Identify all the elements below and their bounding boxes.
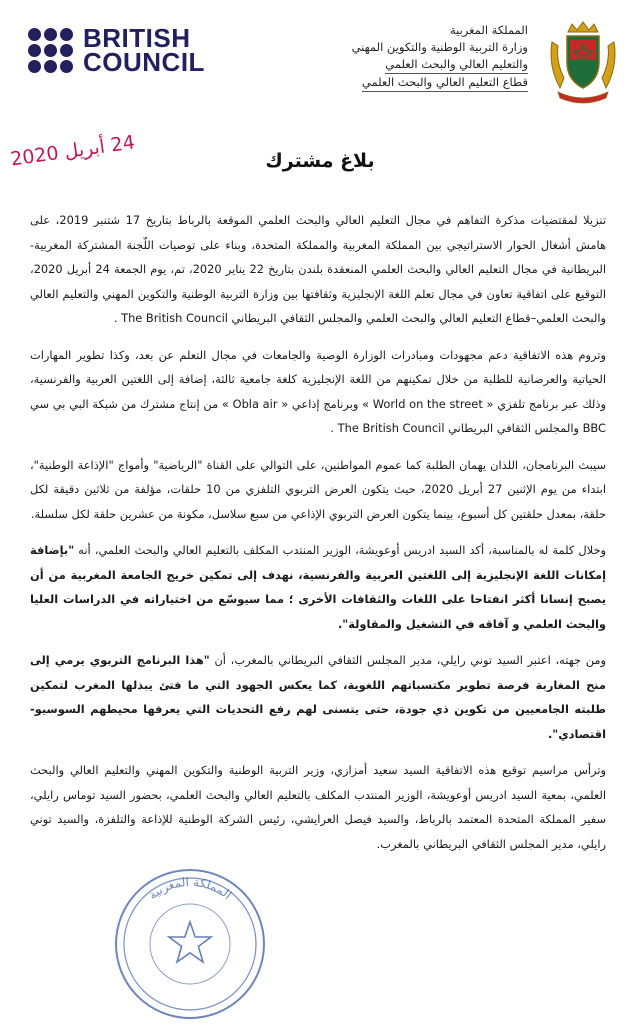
- paragraph-director-quote: [30, 648, 606, 746]
- paragraph-intro: تنزيلا لمقتضيات مذكرة التفاهم في مجال التعليم العالي والبحث العلمي الموقعة بالرباط بتاريخ 17 شتنبر 2019، على هامش أشغال الحوار الاستراتيجي بين المملكة المغربية والمملكة المتحدة، وبناء على توصيات اللّجنة المشتركة المغربية-البريطانية في مجال التعليم العالي والبحث العلمي المنعقدة بلندن بتاريخ 22 يناير 2020، تم، يوم الجمعة 24 أبريل 2020، التوقيع على اتفاقية تعاون في مجال تعلم اللغة الإنجليزية وثقافتها بين وزارة التربية الوطنية والتكوين المهني والتعليم العالي والبحث العلمي–قطاع التعليم العالي والبحث العلمي والمجلس الثقافي البريطاني The British Council .: [30, 213, 606, 325]
- official-seal-stamp: [112, 866, 268, 1022]
- british-council-logo: [28, 23, 205, 77]
- wordmark-line-1: BRITISH: [83, 23, 191, 53]
- minister-intro: وخلال كلمة له بالمناسبة، أكد السيد ادريس أوعويشة، الوزير المنتدب المكلف بالتعليم العالي والبحث العلمي، أنه: [78, 543, 607, 557]
- wordmark-line-2: COUNCIL: [83, 47, 205, 77]
- moroccan-coat-of-arms-icon: [544, 18, 622, 104]
- ministry-line-1: وزارة التربية الوطنية والتكوين المهني: [351, 40, 528, 54]
- received-date-stamp: 24 أبريل 2020: [9, 131, 137, 171]
- seal-text: المملكة المغربية: [145, 874, 235, 903]
- document-title: بلاغ مشترك: [265, 150, 375, 172]
- paragraph-broadcast: سيبث البرنامجان، اللذان يهمان الطلبة كما عموم المواطنين، على التوالي على القناة "الرياضية" وأمواج "الإذاعة الوطنية"، ابتداء من يوم الإثنين 27 أبريل 2020، حيث يتكون العرض التربوي التلفزي من 10 حلقات، مؤلفة من ثلاثين دقيقة لكل حلقة، بمعدل حلقتين كل أسبوع، بينما يتكون العرض التربوي الإذاعي من سبع سلاسل، مكونة من عشرين حلقة لكل سلسلة.: [30, 457, 606, 521]
- paragraph-objectives: وتروم هذه الاتفاقية دعم مجهودات ومبادرات الوزارة الوصية والجامعات في مجال التعلم عن بعد، وكذا تطوير المهارات الحياتية والعرضانية للطلبة من خلال تمكينهم من اللغة الإنجليزية كلغة جامعية ثالثة، إضافة إلى اللغتين العربية والفرنسية، وذلك عبر برنامج تلفزي « World on the street » وبرنامج إذاعي « Obla air » من إنتاج مشترك من شبكة البي بي سي BBC والمجلس الثقافي البريطاني The British Council .: [30, 347, 606, 435]
- ministry-kingdom: المملكة المغربية: [449, 23, 528, 37]
- ministry-header: [352, 22, 528, 92]
- british-council-dots-icon: [28, 28, 73, 73]
- ministry-line-3: قطاع التعليم العالي والبحث العلمي: [362, 74, 528, 92]
- seal-star-icon: [169, 922, 211, 962]
- director-intro: ومن جهته، اعتبر السيد توني رايلي، مدير المجلس الثقافي البريطاني بالمغرب، أن: [214, 653, 606, 667]
- document-body: [30, 208, 606, 868]
- british-council-wordmark: [83, 23, 205, 77]
- paragraph-minister-quote: [30, 538, 606, 636]
- ministry-line-2: والتعليم العالي والبحث العلمي: [385, 56, 528, 74]
- minister-quote: "بإضافة إمكانات اللغة الإنجليزية إلى اللغتين العربية والفرنسية، نهدف إلى تمكين خريج الجامعة المغربية من أن يصبح إنسانا أكثر انفتاحا على اللغات والثقافات الأخرى ؛ مما سيوسّع من اختياراته في الدراسات العليا والبحث العلمي و آفاقه في التشغيل والمقاولة".: [30, 543, 606, 631]
- paragraph-signing: وترأس مراسيم توقيع هذه الاتفاقية السيد سعيد أمزازي، وزير التربية الوطنية والتكوين المهني والتعليم العالي والبحث العلمي، بمعية السيد ادريس أوعويشة، الوزير المنتدب المكلف بالتعليم العالي والبحث العلمي، بحضور السيد توماس رايلي، سفير المملكة المتحدة المعتمد بالرباط، والسيد فيصل العرايشي، رئيس الشركة الوطنية للإذاعة والتلفزة، والسيد توني رايلي، مدير المجلس الثقافي البريطاني بالمغرب.: [30, 763, 606, 851]
- letterhead: [0, 0, 640, 140]
- director-quote: "هذا البرنامج التربوي يرمي إلى منح المغاربة فرصة تطوير مكتسباتهم اللغوية، كما يعكس الجهود التي ما فتئ يبذلها المغرب لتمكين طلبته الجامعيين من تكوين ذي جودة، حتى يتسنى لهم رفع التحديات التي يعرفها محيطهم السوسيو-اقتصادي".: [30, 653, 606, 741]
